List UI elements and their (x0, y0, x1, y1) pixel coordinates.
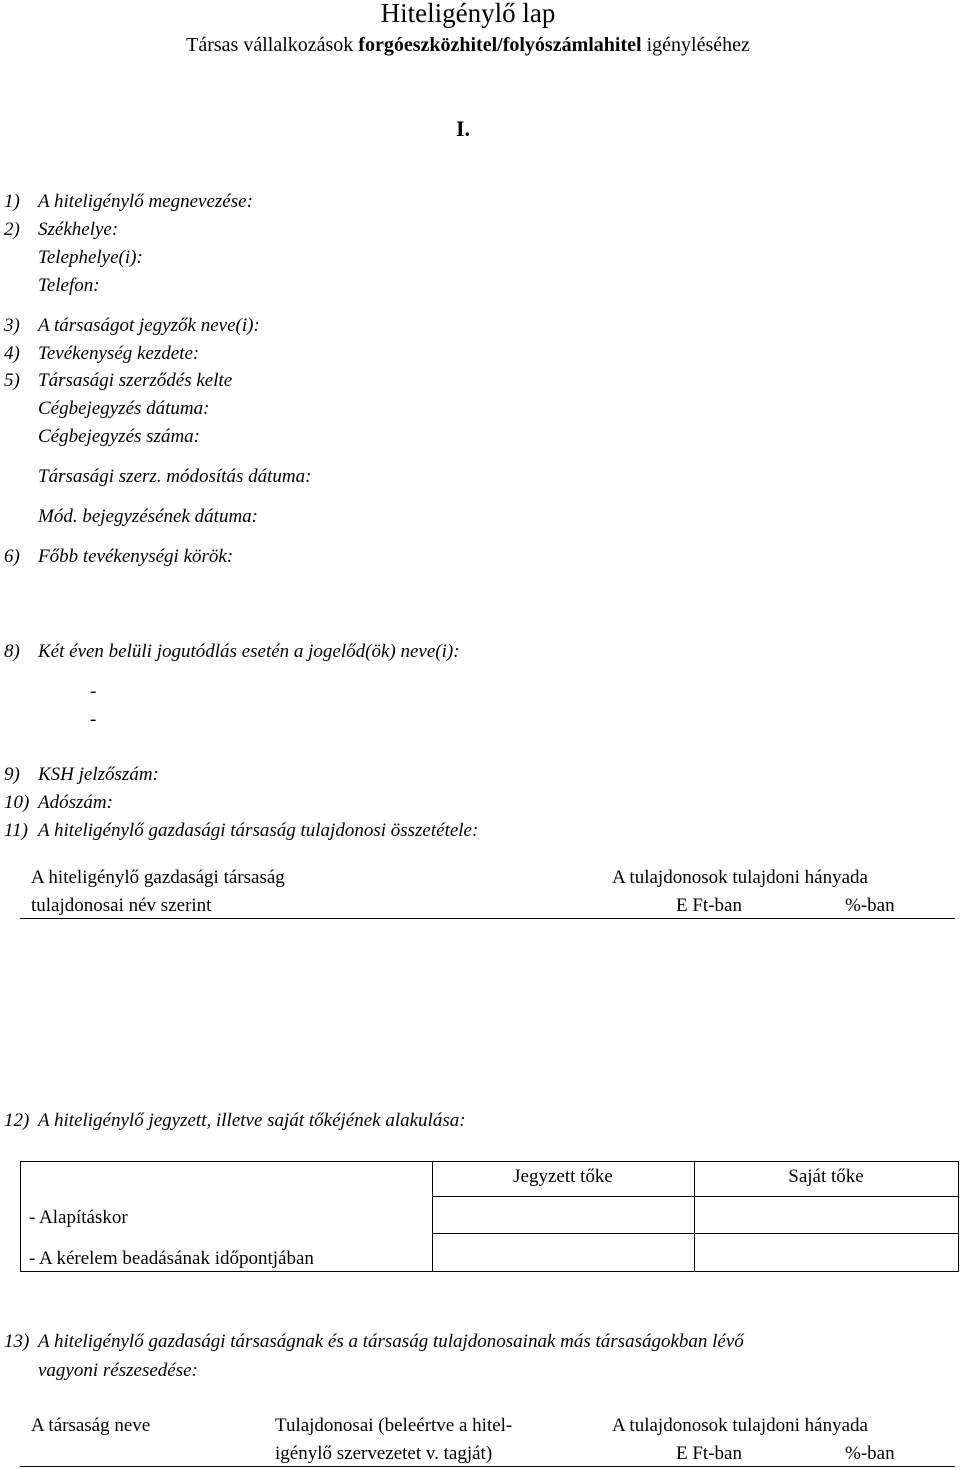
subtitle-bold: forgóeszközhitel/folyószámlahitel (358, 34, 642, 56)
capital-table-right-border (958, 1161, 959, 1272)
item-12-label: A hiteligénylő jegyzett, illetve saját tőkéjének alakulása: (38, 1110, 466, 1131)
item-2-site-label: Telephelye(i): (38, 247, 143, 268)
item-5-label: Társasági szerződés kelte (38, 370, 233, 391)
item-1-label: A hiteligénylő megnevezése: (38, 191, 253, 212)
capital-table-top-border (20, 1161, 959, 1162)
item-13-number: 13) (4, 1331, 30, 1352)
capital-col-equity: Saját tőke (788, 1166, 864, 1187)
owners-col2-pct: %-ban (845, 895, 895, 916)
item-1 (4, 191, 20, 213)
item-12-number: 12) (4, 1110, 30, 1131)
holdings-col1: A társaság neve (31, 1415, 151, 1436)
holdings-col3-pct: %-ban (845, 1443, 895, 1464)
owners-col2-eft: E Ft-ban (676, 895, 742, 916)
item-2-phone-label: Telefon: (38, 275, 100, 296)
item-8-number: 8) (4, 641, 20, 662)
item-6-number: 6) (4, 546, 20, 567)
holdings-col2-line1: Tulajdonosai (beleértve a hitel- (275, 1415, 513, 1436)
capital-row-founding: - Alapításkor (29, 1207, 128, 1228)
item-4-number: 4) (4, 343, 20, 364)
capital-col-subscribed: Jegyzett tőke (513, 1166, 613, 1187)
page-title: Hiteligénylő lap (380, 0, 556, 28)
capital-table-left-border (20, 1161, 21, 1272)
item-13-label-continued: vagyoni részesedése: (38, 1360, 198, 1381)
item-4-label: Tevékenység kezdete: (38, 343, 200, 364)
capital-table-row-rule (432, 1233, 959, 1234)
subtitle-pre: Társas vállalkozások (186, 34, 359, 56)
item-5-amendment-date-label: Társasági szerz. módosítás dátuma: (38, 466, 312, 487)
item-5-number: 5) (4, 370, 20, 391)
item-10-number: 10) (4, 792, 30, 813)
holdings-col2-line2: igénylő szervezetet v. tagját) (275, 1443, 493, 1464)
predecessor-dash-1: - (90, 681, 97, 702)
capital-table-bottom-border (20, 1271, 959, 1272)
item-9-label: KSH jelzőszám: (38, 764, 159, 785)
predecessor-dash-2: - (90, 709, 97, 730)
section-number: I. (456, 116, 471, 141)
item-5-amendment-registration-label: Mód. bejegyzésének dátuma: (38, 506, 259, 527)
item-2-label: Székhelye: (38, 219, 119, 240)
item-3-label: A társaságot jegyzők neve(i): (38, 315, 260, 336)
page-subtitle (0, 34, 936, 57)
item-2-number: 2) (4, 219, 20, 240)
capital-table-header-rule (432, 1196, 959, 1197)
item-5-registration-number-label: Cégbejegyzés száma: (38, 426, 200, 447)
item-13-label: A hiteligénylő gazdasági társaságnak és a társaság tulajdonosainak más társaságokban lévő (38, 1331, 744, 1352)
holdings-col3-eft: E Ft-ban (676, 1443, 742, 1464)
item-11-label: A hiteligénylő gazdasági társaság tulajdonosi összetétele: (38, 820, 479, 841)
owners-col2-line1: A tulajdonosok tulajdoni hányada (612, 867, 868, 888)
item-5-registration-date-label: Cégbejegyzés dátuma: (38, 398, 210, 419)
item-9-number: 9) (4, 764, 20, 785)
subtitle-post: igényléséhez (641, 34, 750, 56)
item-1-number: 1) (4, 191, 20, 212)
holdings-col3-line1: A tulajdonosok tulajdoni hányada (612, 1415, 868, 1436)
item-8-label: Két éven belüli jogutódlás esetén a jogelőd(ök) neve(i): (38, 641, 460, 662)
owners-table-rule (20, 918, 955, 919)
item-3-number: 3) (4, 315, 20, 336)
owners-col1-line2: tulajdonosai név szerint (31, 895, 212, 916)
capital-row-application: - A kérelem beadásának időpontjában (29, 1248, 314, 1269)
item-11-number: 11) (4, 820, 28, 841)
item-6-label: Főbb tevékenységi körök: (38, 546, 234, 567)
item-10-label: Adószám: (38, 792, 113, 813)
owners-col1-line1: A hiteligénylő gazdasági társaság (31, 867, 285, 888)
holdings-table-rule (20, 1466, 955, 1467)
